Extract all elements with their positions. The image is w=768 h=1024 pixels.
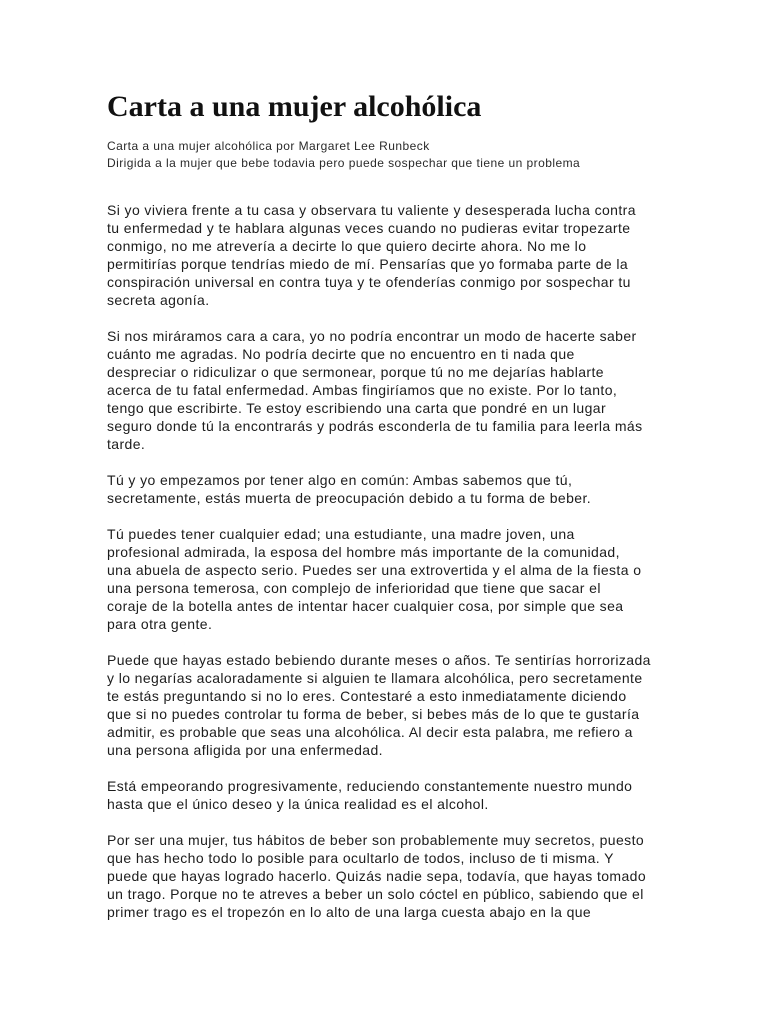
- text-line: tarde.: [107, 436, 146, 452]
- text-line: primer trago es el tropezón en lo alto de una larga cuesta abajo en la que: [107, 904, 592, 920]
- text-line: te estás preguntando si no lo eres. Contestaré a esto inmediatamente diciendo: [107, 688, 627, 704]
- paragraph-5: [107, 651, 667, 759]
- text-line: y lo negarías acaloradamente si alguien te llamara alcohólica, pero secretamente: [107, 670, 643, 686]
- document-body: [107, 201, 667, 939]
- text-line: una persona temerosa, con complejo de inferioridad que tiene que sacar el: [107, 580, 601, 596]
- text-line: tengo que escribirte. Te estoy escribiendo una carta que pondré en un lugar: [107, 400, 607, 416]
- text-line: acerca de tu fatal enfermedad. Ambas fingiríamos que no existe. Por lo tanto,: [107, 382, 618, 398]
- text-line: hasta que el único deseo y la única realidad es el alcohol.: [107, 796, 489, 812]
- text-line: una abuela de aspecto serio. Puedes ser una extrovertida y el alma de la fiesta o: [107, 562, 642, 578]
- text-line: admitir, es probable que seas una alcohólica. Al decir esta palabra, me refiero a: [107, 724, 633, 740]
- text-line: seguro donde tú la encontrarás y podrás esconderla de tu familia para leerla más: [107, 418, 643, 434]
- text-line: para otra gente.: [107, 616, 213, 632]
- document-title: Carta a una mujer alcohólica: [107, 90, 482, 123]
- text-line: que si no puedes controlar tu forma de beber, si bebes más de lo que te gustaría: [107, 706, 640, 722]
- text-line: Si nos miráramos cara a cara, yo no podría encontrar un modo de hacerte saber: [107, 328, 637, 344]
- paragraph-4: [107, 525, 667, 633]
- text-line: despreciar o ridiculizar o que sermonear, porque tú no me dejarías hablarte: [107, 364, 604, 380]
- paragraph-2: [107, 327, 667, 453]
- text-line: un trago. Porque no te atreves a beber un solo cóctel en público, sabiendo que el: [107, 886, 644, 902]
- paragraph-1: [107, 201, 667, 309]
- text-line: Si yo viviera frente a tu casa y observara tu valiente y desesperada lucha contra: [107, 202, 636, 218]
- text-line: tu enfermedad y te hablara algunas veces cuando no pudieras evitar tropezarte: [107, 220, 631, 236]
- text-line: Tú y yo empezamos por tener algo en común: Ambas sabemos que tú,: [107, 472, 573, 488]
- text-line: secretamente, estás muerta de preocupación debido a tu forma de beber.: [107, 490, 592, 506]
- text-line: Puede que hayas estado bebiendo durante meses o años. Te sentirías horrorizada: [107, 652, 651, 668]
- text-line: Está empeorando progresivamente, reduciendo constantemente nuestro mundo: [107, 778, 633, 794]
- text-line: conspiración universal en contra tuya y te ofenderías conmigo por sospechar tu: [107, 274, 631, 290]
- paragraph-7: [107, 831, 667, 921]
- text-line: secreta agonía.: [107, 292, 210, 308]
- document-subtitle-author: Carta a una mujer alcohólica por Margaret Lee Runbeck: [107, 139, 430, 153]
- text-line: permitirías porque tendrías miedo de mí. Pensarías que yo formaba parte de la: [107, 256, 629, 272]
- text-line: Tú puedes tener cualquier edad; una estudiante, una madre joven, una: [107, 526, 575, 542]
- text-line: profesional admirada, la esposa del hombre más importante de la comunidad,: [107, 544, 620, 560]
- paragraph-3: [107, 471, 667, 507]
- text-line: conmigo, no me atrevería a decirte lo que quiero decirte ahora. No me lo: [107, 238, 587, 254]
- text-line: Por ser una mujer, tus hábitos de beber son probablemente muy secretos, puesto: [107, 832, 645, 848]
- document-subtitle-audience: Dirigida a la mujer que bebe todavia pero puede sospechar que tiene un problema: [107, 156, 581, 170]
- text-line: coraje de la botella antes de intentar hacer cualquier cosa, por simple que sea: [107, 598, 624, 614]
- text-line: cuánto me agradas. No podría decirte que no encuentro en ti nada que: [107, 346, 575, 362]
- text-line: una persona afligida por una enfermedad.: [107, 742, 383, 758]
- paragraph-6: [107, 777, 667, 813]
- text-line: puede que hayas logrado hacerlo. Quizás nadie sepa, todavía, que hayas tomado: [107, 868, 647, 884]
- text-line: que has hecho todo lo posible para ocultarlo de todos, incluso de ti misma. Y: [107, 850, 614, 866]
